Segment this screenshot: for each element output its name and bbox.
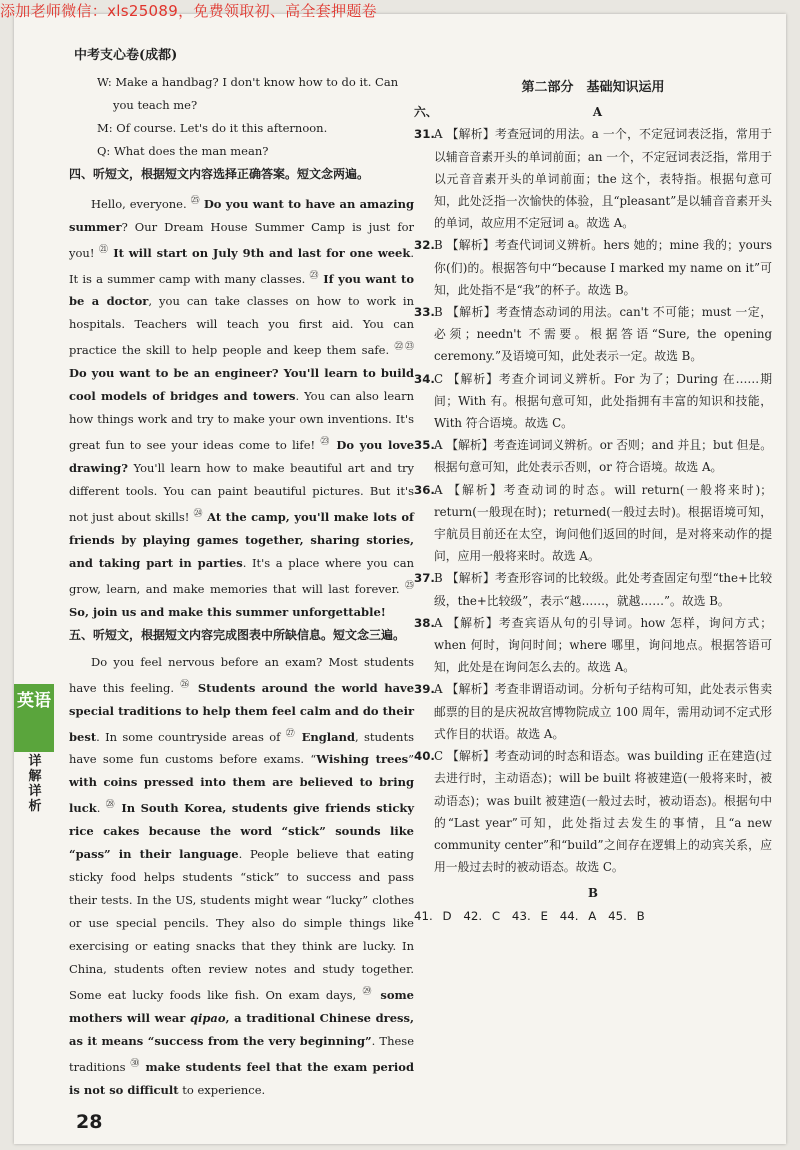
part-label: A [592, 105, 602, 120]
item-explanation: B 【解析】考查情态动词的用法。can't 不可能；must 一定，必须；needn't 不需要。根据答语“Sure, the opening ceremony.”及语境可知，此处表示一定。故选 B。 [434, 305, 772, 364]
answer-text: England [301, 729, 356, 744]
answer-text: Do you want to be an engineer? You'll learn to build cool models of bridges and towers [69, 366, 414, 404]
text: to experience. [178, 1082, 266, 1097]
item-number: 38. [414, 615, 435, 630]
answer-text: So, join us and make this summer unforgettable! [69, 604, 386, 619]
dialog-line: M: Of course. Let's do it this afternoon. [97, 121, 328, 135]
item-number: 31. [414, 127, 435, 142]
text: ? Our Dream House Summer Camp is just for you! [69, 219, 414, 260]
text: , students have some fun customs before exams. “ [69, 729, 414, 767]
answer-item [414, 612, 772, 679]
text: . In some countryside areas of [96, 729, 281, 744]
item-explanation: A 【解析】考查宾语从句的引导词。how 怎样，询问方式；when 何时，询问时间；where 哪里，询问地点。根据答语可知，此处是在询问怎么去的。故选 A。 [434, 615, 772, 675]
answer-text: make students feel that the exam period is not so difficult [69, 1059, 415, 1097]
question-marker: ㉕ [404, 580, 414, 591]
text: . These traditions [69, 1034, 414, 1074]
item-number: 37. [414, 571, 435, 586]
running-header: 中考支心卷(成都) [74, 48, 178, 63]
part-title: 第二部分 基础知识运用 [521, 80, 665, 95]
dialog-line: Q: What does the man mean? [97, 144, 269, 158]
answer-text: If you want to be a doctor [69, 271, 414, 309]
text: . [96, 801, 101, 816]
answer-item [414, 301, 772, 368]
section-number: 六、 [414, 105, 438, 120]
section-label: 详解详析 [28, 754, 42, 814]
item-explanation: A 【解析】考查冠词的用法。a 一个，不定冠词表泛指，常用于以辅音音素开头的单词前面；an 一个，不定冠词表泛指，常用于以元音音素开头的单词前面；the 这个，表特指。根据句意可知，此处泛指一次愉快的体验，且“pleasant”是以辅音音素开头的单词，故应用不定冠词 a。故选 A。 [434, 127, 772, 231]
passage-paragraph [69, 651, 414, 1102]
question-marker: ㉓ [320, 437, 332, 448]
text: You'll learn how to make beautiful art and try different tools. You can paint beautiful pictures. But it's not just about skills! [69, 461, 414, 524]
answer-text: It will start on July 9th and last for one week [113, 245, 411, 260]
text: ” [408, 752, 414, 767]
answer-text: Do you want to have an amazing summer [69, 196, 414, 234]
answer-item [414, 567, 772, 611]
item-explanation: A 【解析】考查非谓语动词。分析句子结构可知，此处表示售卖邮票的目的是庆祝故宫博物院成立 100 周年，需用动词不定式形式作目的状语。故选 A。 [434, 682, 772, 741]
answer-item [414, 678, 772, 745]
answer-item [414, 234, 772, 301]
text: , you can take classes on how to work in hospitals. Teachers will teach you first aid. You can practice the skill to help people and keep them safe. [69, 294, 414, 358]
item-number: 36. [414, 482, 435, 497]
answer-item [414, 745, 772, 878]
item-explanation: C 【解析】考查介词词义辨析。For 为了；During 在……期间；With 有。根据句意可知，此处指拥有丰富的知识和技能，With 符合语境。故选 C。 [434, 371, 772, 431]
answer-list [414, 123, 772, 878]
item-number: 33. [414, 305, 435, 320]
subject-tab: 英语 [14, 684, 54, 752]
passage-paragraph [69, 190, 414, 624]
item-number: 32. [414, 238, 435, 253]
text: . It's a place where you can grow, learn, and make memories that will last forever. [69, 555, 414, 596]
answer-text: qipao [189, 1011, 226, 1026]
question-marker: ㉚ [130, 1059, 141, 1070]
item-explanation: A 【解析】考查连词词义辨析。or 否则；and 并且；but 但是。根据句意可知，此处表示否则，or 符合语境。故选 A。 [434, 438, 772, 475]
section-heading: 四、听短文，根据短文内容选择正确答案。短文念两遍。 [69, 167, 370, 181]
section-heading: 五、听短文，根据短文内容完成图表中所缺信息。短文念三遍。 [69, 627, 406, 642]
watermark: 添加老师微信：xls25089，免费领取初、高全套押题卷 [0, 2, 377, 20]
question-marker: ㉓ [309, 270, 320, 281]
answer-text: In South Korea, students give friends sticky rice cakes because the word “stick” sounds like “pass” in their language [69, 801, 415, 862]
right-column [414, 71, 772, 927]
question-marker: ㉒㉓ [394, 342, 414, 353]
answer-item [414, 368, 772, 435]
text: . It is a summer camp with many classes. [69, 245, 415, 286]
answer-text: Do you love drawing? [69, 438, 415, 476]
left-column [69, 71, 414, 1102]
answer-text: some mothers will wear [69, 988, 414, 1026]
question-marker: ㉔ [193, 509, 204, 520]
answer-text: Wishing trees [316, 752, 409, 767]
answer-item [414, 123, 772, 234]
item-explanation: B 【解析】考查代词词义辨析。hers 她的；mine 我的；yours 你(们)的。根据答句中“because I marked my name on it”可知，此处指不是“我”的杯子。故选 B。 [434, 238, 772, 297]
question-marker: ㉖ [180, 679, 192, 690]
text: . People believe that eating sticky food helps students “stick” to success and pass their tests. In the US, students might wear “lucky” clothes or use special pencils. They also do simple things like exercising or eating snacks that they think are lucky. In China, students often review notes and study together. Some eat lucky foods like fish. On exam days, [69, 847, 414, 1003]
answer-text: Students around the world have special traditions to help them feel calm and do their best [69, 680, 415, 744]
item-explanation: B 【解析】考查形容词的比较级。此处考查固定句型“the+比较级，the+比较级”，表示“越……，就越……”。故选 B。 [434, 571, 772, 608]
text: . You can also learn how things work and try to make your own inventions. It's great fun to see your ideas come to life! [69, 389, 414, 453]
page-number: 28 [76, 1111, 103, 1133]
item-explanation: C 【解析】考查动词的时态和语态。was building 正在建造(过去进行时，主动语态)；will be built 将被建造(一般将来时，被动语态)；was built 被建造(一般过去时，被动语态)。根据句中的“Last year”可知，此处指过去发生的事情，且“a new community center”和“build”之间存在逻辑上的动宾关系，应用一般过去时的被动语态。故选 C。 [434, 749, 772, 875]
page [14, 14, 786, 1144]
question-marker: ㉙ [362, 987, 375, 998]
part-label: B [588, 886, 598, 901]
answer-item [414, 434, 772, 478]
text: Do you feel nervous before an exam? Most students have this feeling. [69, 654, 414, 695]
question-marker: ㉗ [285, 728, 297, 739]
question-marker: ㉘ [105, 800, 117, 811]
section-row [414, 101, 772, 123]
answer-text: At the camp, you'll make lots of friends by playing games together, sharing stories, and taking part in parties [69, 509, 414, 570]
dialog-line: you teach me? [113, 98, 198, 112]
item-explanation: A 【解析】考查动词的时态。will return(一般将来时)；return(一般现在时)；returned(一般过去时)。根据语境可知，宇航员目前还在太空，询问他们返回的时间，是对将来动作的提问，应用一般将来时。故选 A。 [434, 482, 772, 564]
answer-key-row: 41. D 42. C 43. E 44. A 45. B [414, 908, 645, 923]
item-number: 34. [414, 371, 435, 386]
item-number: 39. [414, 682, 435, 697]
text: Hello, everyone. [91, 196, 187, 211]
question-marker: ㉑ [98, 244, 109, 255]
item-number: 40. [414, 749, 435, 764]
question-marker: ㉕ [190, 196, 200, 206]
answer-item [414, 479, 772, 568]
item-number: 35. [414, 438, 435, 453]
answer-text: , a traditional Chinese dress, as it means “success from the very beginning” [69, 1011, 414, 1049]
dialog-line: W: Make a handbag? I don't know how to do it. Can [97, 75, 399, 89]
answer-text: with coins pressed into them are believed to bring luck [69, 775, 414, 816]
